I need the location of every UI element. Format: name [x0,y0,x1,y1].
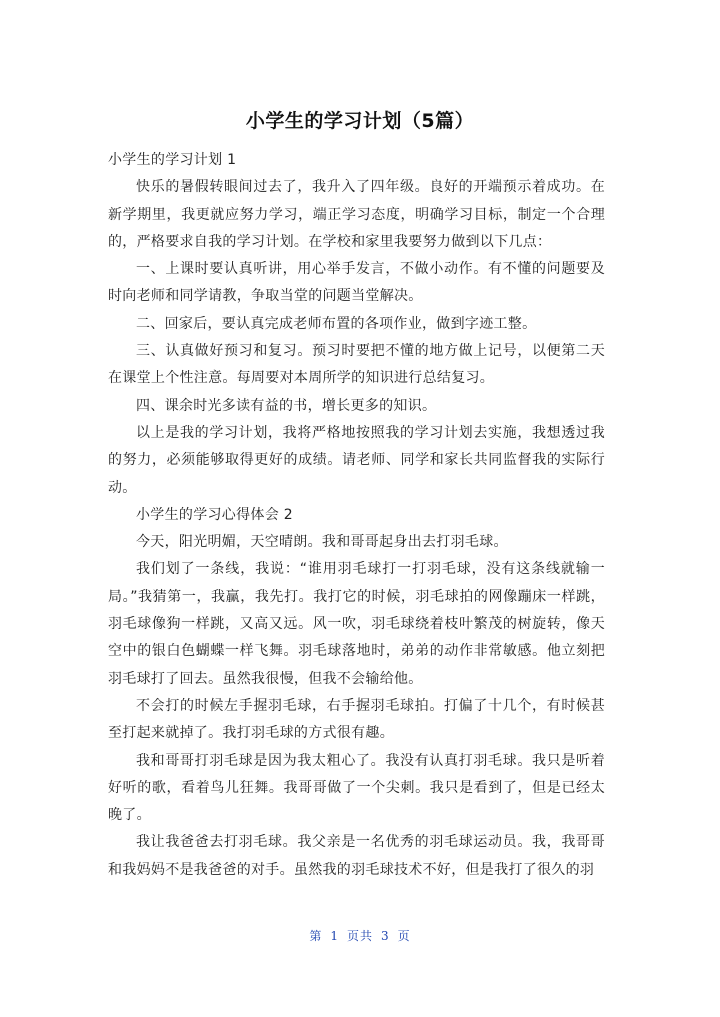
page-label: 第 [309,929,323,943]
section-heading-2: 小学生的学习心得体会 2 [136,506,293,523]
document-title: 小学生的学习计划（5篇） [245,110,475,132]
page-footer [0,927,720,944]
paragraph: 今天，阳光明媚，天空晴朗。我和哥哥起身出去打羽毛球。 [136,534,508,551]
section-heading-1: 小学生的学习计划 1 [108,152,237,168]
paragraph: 我和哥哥打羽毛球是因为我太粗心了。我没有认真打羽毛球。我只是听着好听的歌，看着鸟儿狂舞。我哥哥做了一个尖刺。我只是看到了，但是已经太晚了。 [108,752,605,824]
page-unit: 页共 [346,929,373,943]
paragraph: 快乐的暑假转眼间过去了，我升入了四年级。良好的开端预示着成功。在新学期里，我更就应努力学习，端正学习态度，明确学习目标，制定一个合理的，严格要求自我的学习计划。在学校和家里我要努力做到以下几点： [108,179,605,250]
paragraph: 我让我爸爸去打羽毛球。我父亲是一名优秀的羽毛球运动员。我，我哥哥和我妈妈不是我爸爸的对手。虽然我的羽毛球技术不好，但是我打了很久的羽 [108,834,605,878]
paragraph: 一、上课时要认真听讲，用心举手发言，不做小动作。有不懂的问题要及时向老师和同学请教，争取当堂的问题当堂解决。 [108,261,605,305]
paragraph: 四、课余时光多读有益的书，增长更多的知识。 [136,397,437,414]
page-end: 页 [397,929,411,943]
paragraph: 二、回家后，要认真完成老师布置的各项作业，做到字迹工整。 [136,315,537,332]
paragraph: 我们划了一条线，我说：“谁用羽毛球打一打羽毛球，没有这条线就输一局。”我猜第一，我赢，我先打。我打它的时候，羽毛球拍的网像蹦床一样跳，羽毛球像狗一样跳，又高又远。风一吹，羽毛球绕着枝叶繁茂的树旋转，像天空中的银白色蝴蝶一样飞舞。羽毛球落地时，弟弟的动作非常敏感。他立刻把羽毛球打了回去。虽然我很慢，但我不会输给他。 [108,561,605,687]
page-current: 1 [330,929,339,943]
paragraph: 不会打的时候左手握羽毛球，右手握羽毛球拍。打偏了十几个，有时候甚至打起来就掉了。我打羽毛球的方式很有趣。 [108,697,605,742]
paragraph: 三、认真做好预习和复习。预习时要把不懂的地方做上记号，以便第二天在课堂上个性注意。每周要对本周所学的知识进行总结复习。 [108,343,605,387]
document-body [108,147,605,884]
page-total: 3 [381,929,390,943]
paragraph: 以上是我的学习计划，我将严格地按照我的学习计划去实施，我想透过我的努力，必须能够取得更好的成绩。请老师、同学和家长共同监督我的实际行动。 [108,424,605,496]
